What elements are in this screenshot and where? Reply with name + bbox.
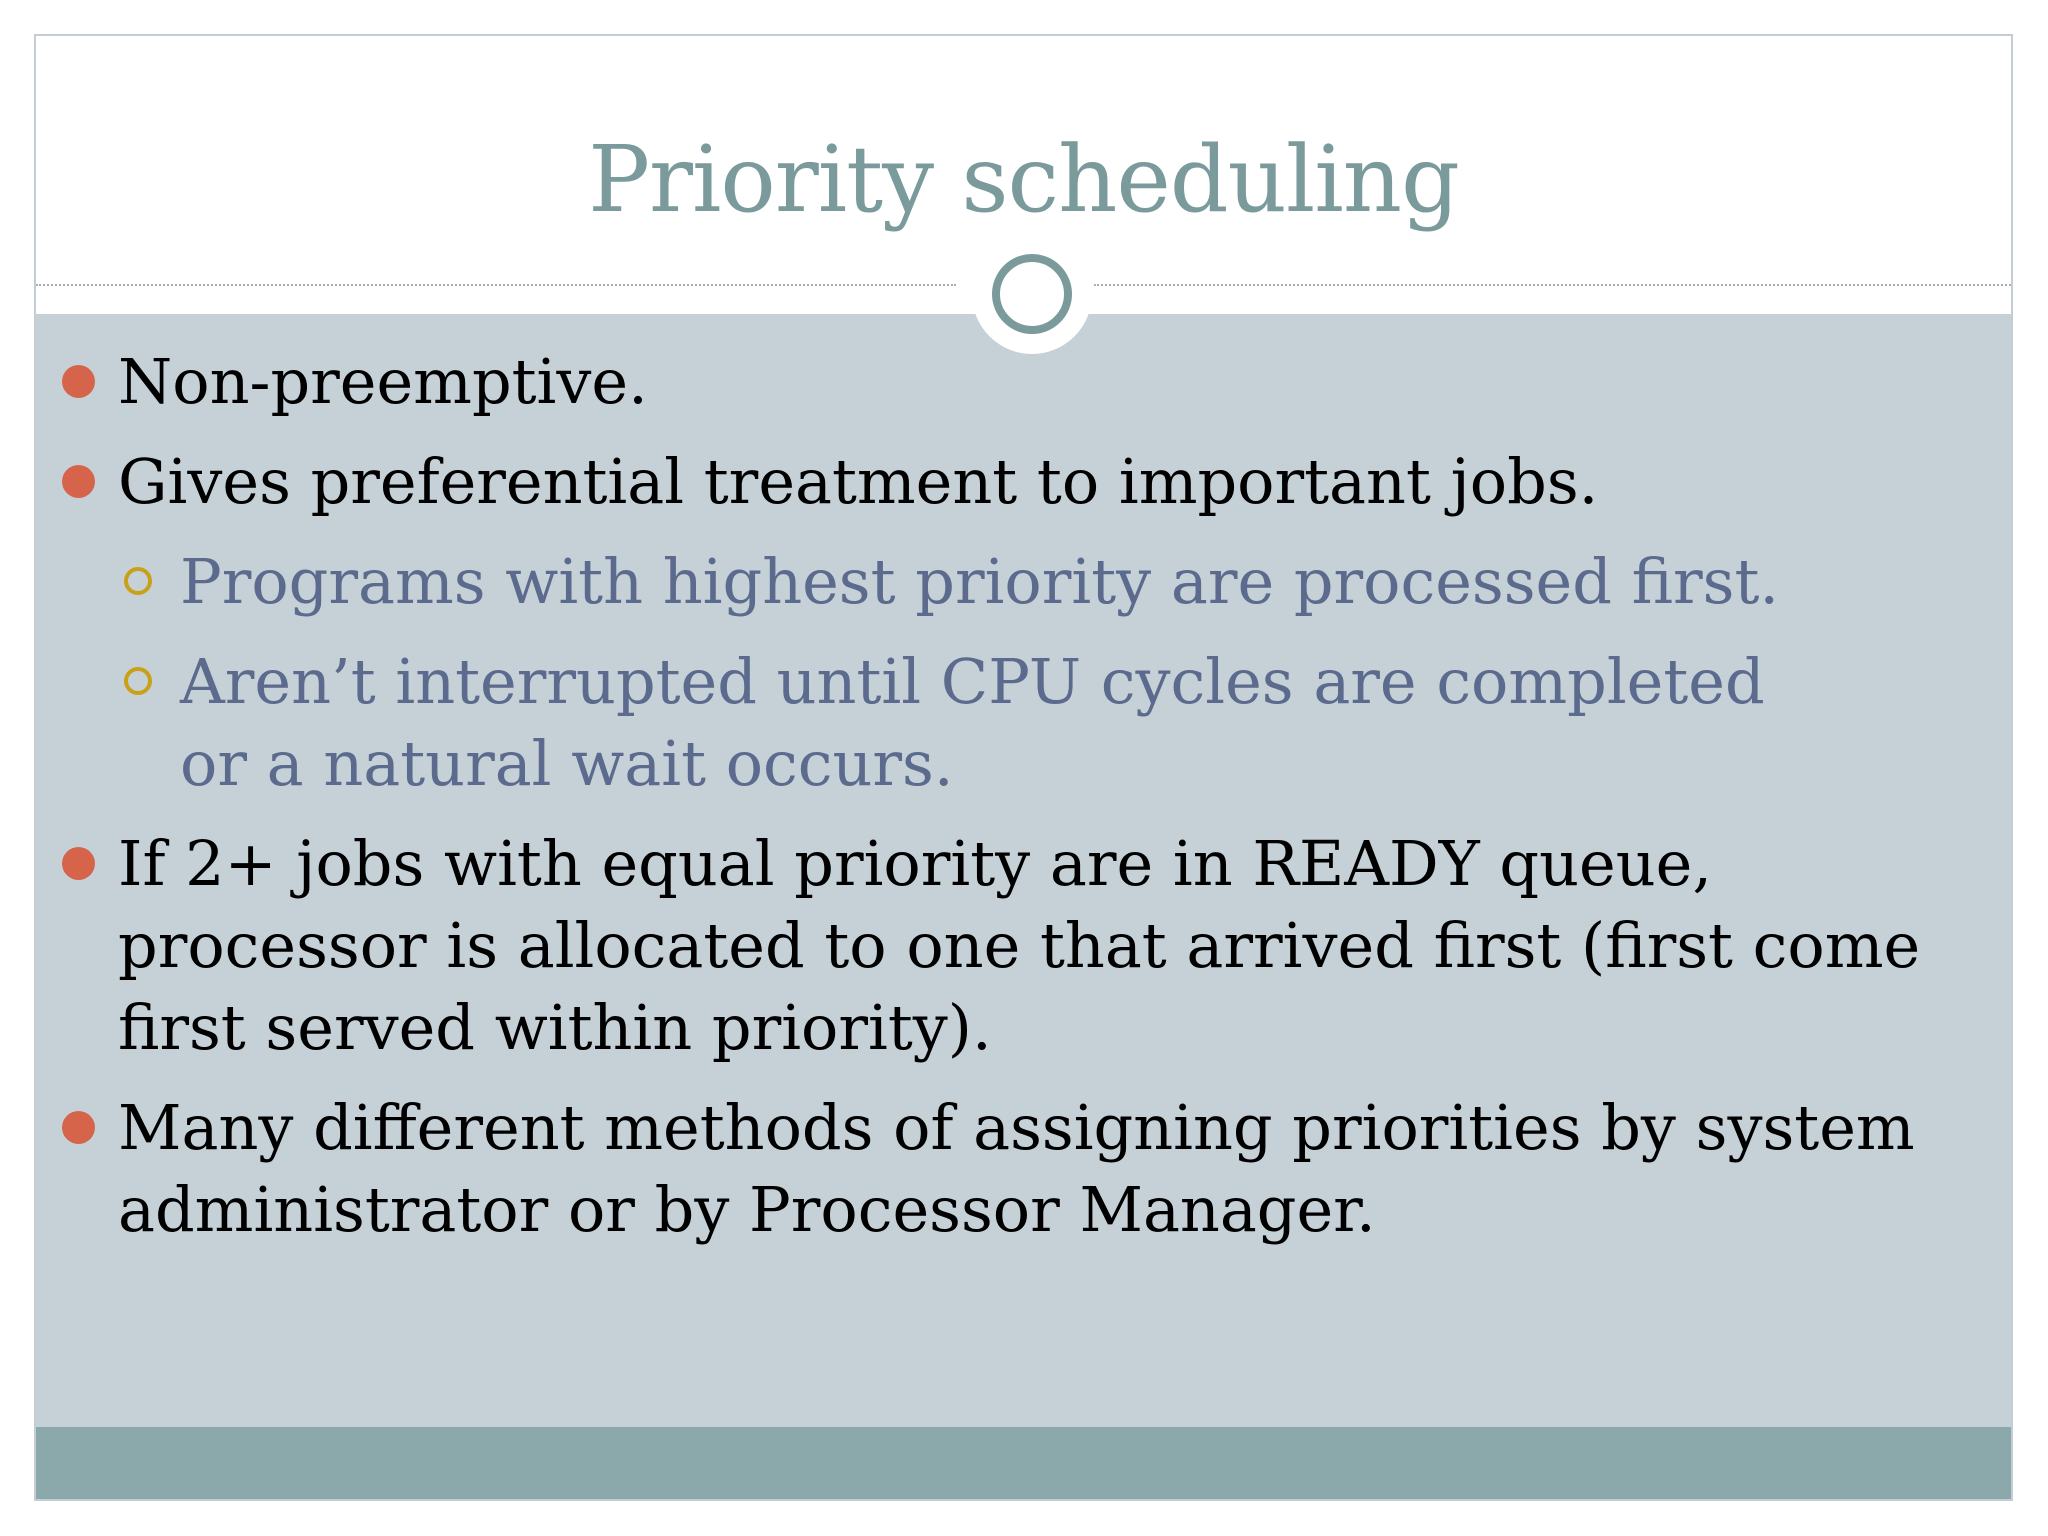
bullet-item (36, 823, 1998, 1069)
filled-circle-bullet-icon (62, 847, 95, 880)
bullet-item (36, 441, 1998, 523)
bullet-list (36, 341, 2011, 1269)
filled-circle-bullet-icon (62, 1111, 95, 1144)
sub-bullet-text: Programs with highest priority are processed first. (180, 545, 1780, 618)
title-divider-right (1094, 284, 2013, 286)
bullet-item (36, 1087, 1998, 1251)
bullet-item (36, 341, 1998, 423)
footer-band (36, 1427, 2011, 1499)
title-divider-left (36, 284, 956, 286)
sub-bullet-text: Aren’t interrupted until CPU cycles are completed or a natural wait occurs. (180, 645, 1765, 800)
bullet-text: Many different methods of assigning priorities by system administrator or by Processor Manager. (118, 1091, 1915, 1246)
slide (34, 34, 2013, 1501)
slide-title: Priority scheduling (588, 126, 1459, 233)
bullet-text: If 2+ jobs with equal priority are in READY queue, processor is allocated to one that arrived first (first come first served within priority). (118, 827, 1921, 1064)
hollow-circle-bullet-icon (124, 567, 152, 595)
hollow-circle-bullet-icon (124, 667, 152, 695)
bullet-text: Non-preemptive. (118, 345, 648, 418)
filled-circle-bullet-icon (62, 365, 95, 398)
ring-ornament-icon (992, 254, 1072, 334)
filled-circle-bullet-icon (62, 465, 95, 498)
sub-bullet-item (36, 541, 1830, 623)
sub-bullet-item (36, 641, 1830, 805)
bullet-text: Gives preferential treatment to important jobs. (118, 445, 1599, 518)
